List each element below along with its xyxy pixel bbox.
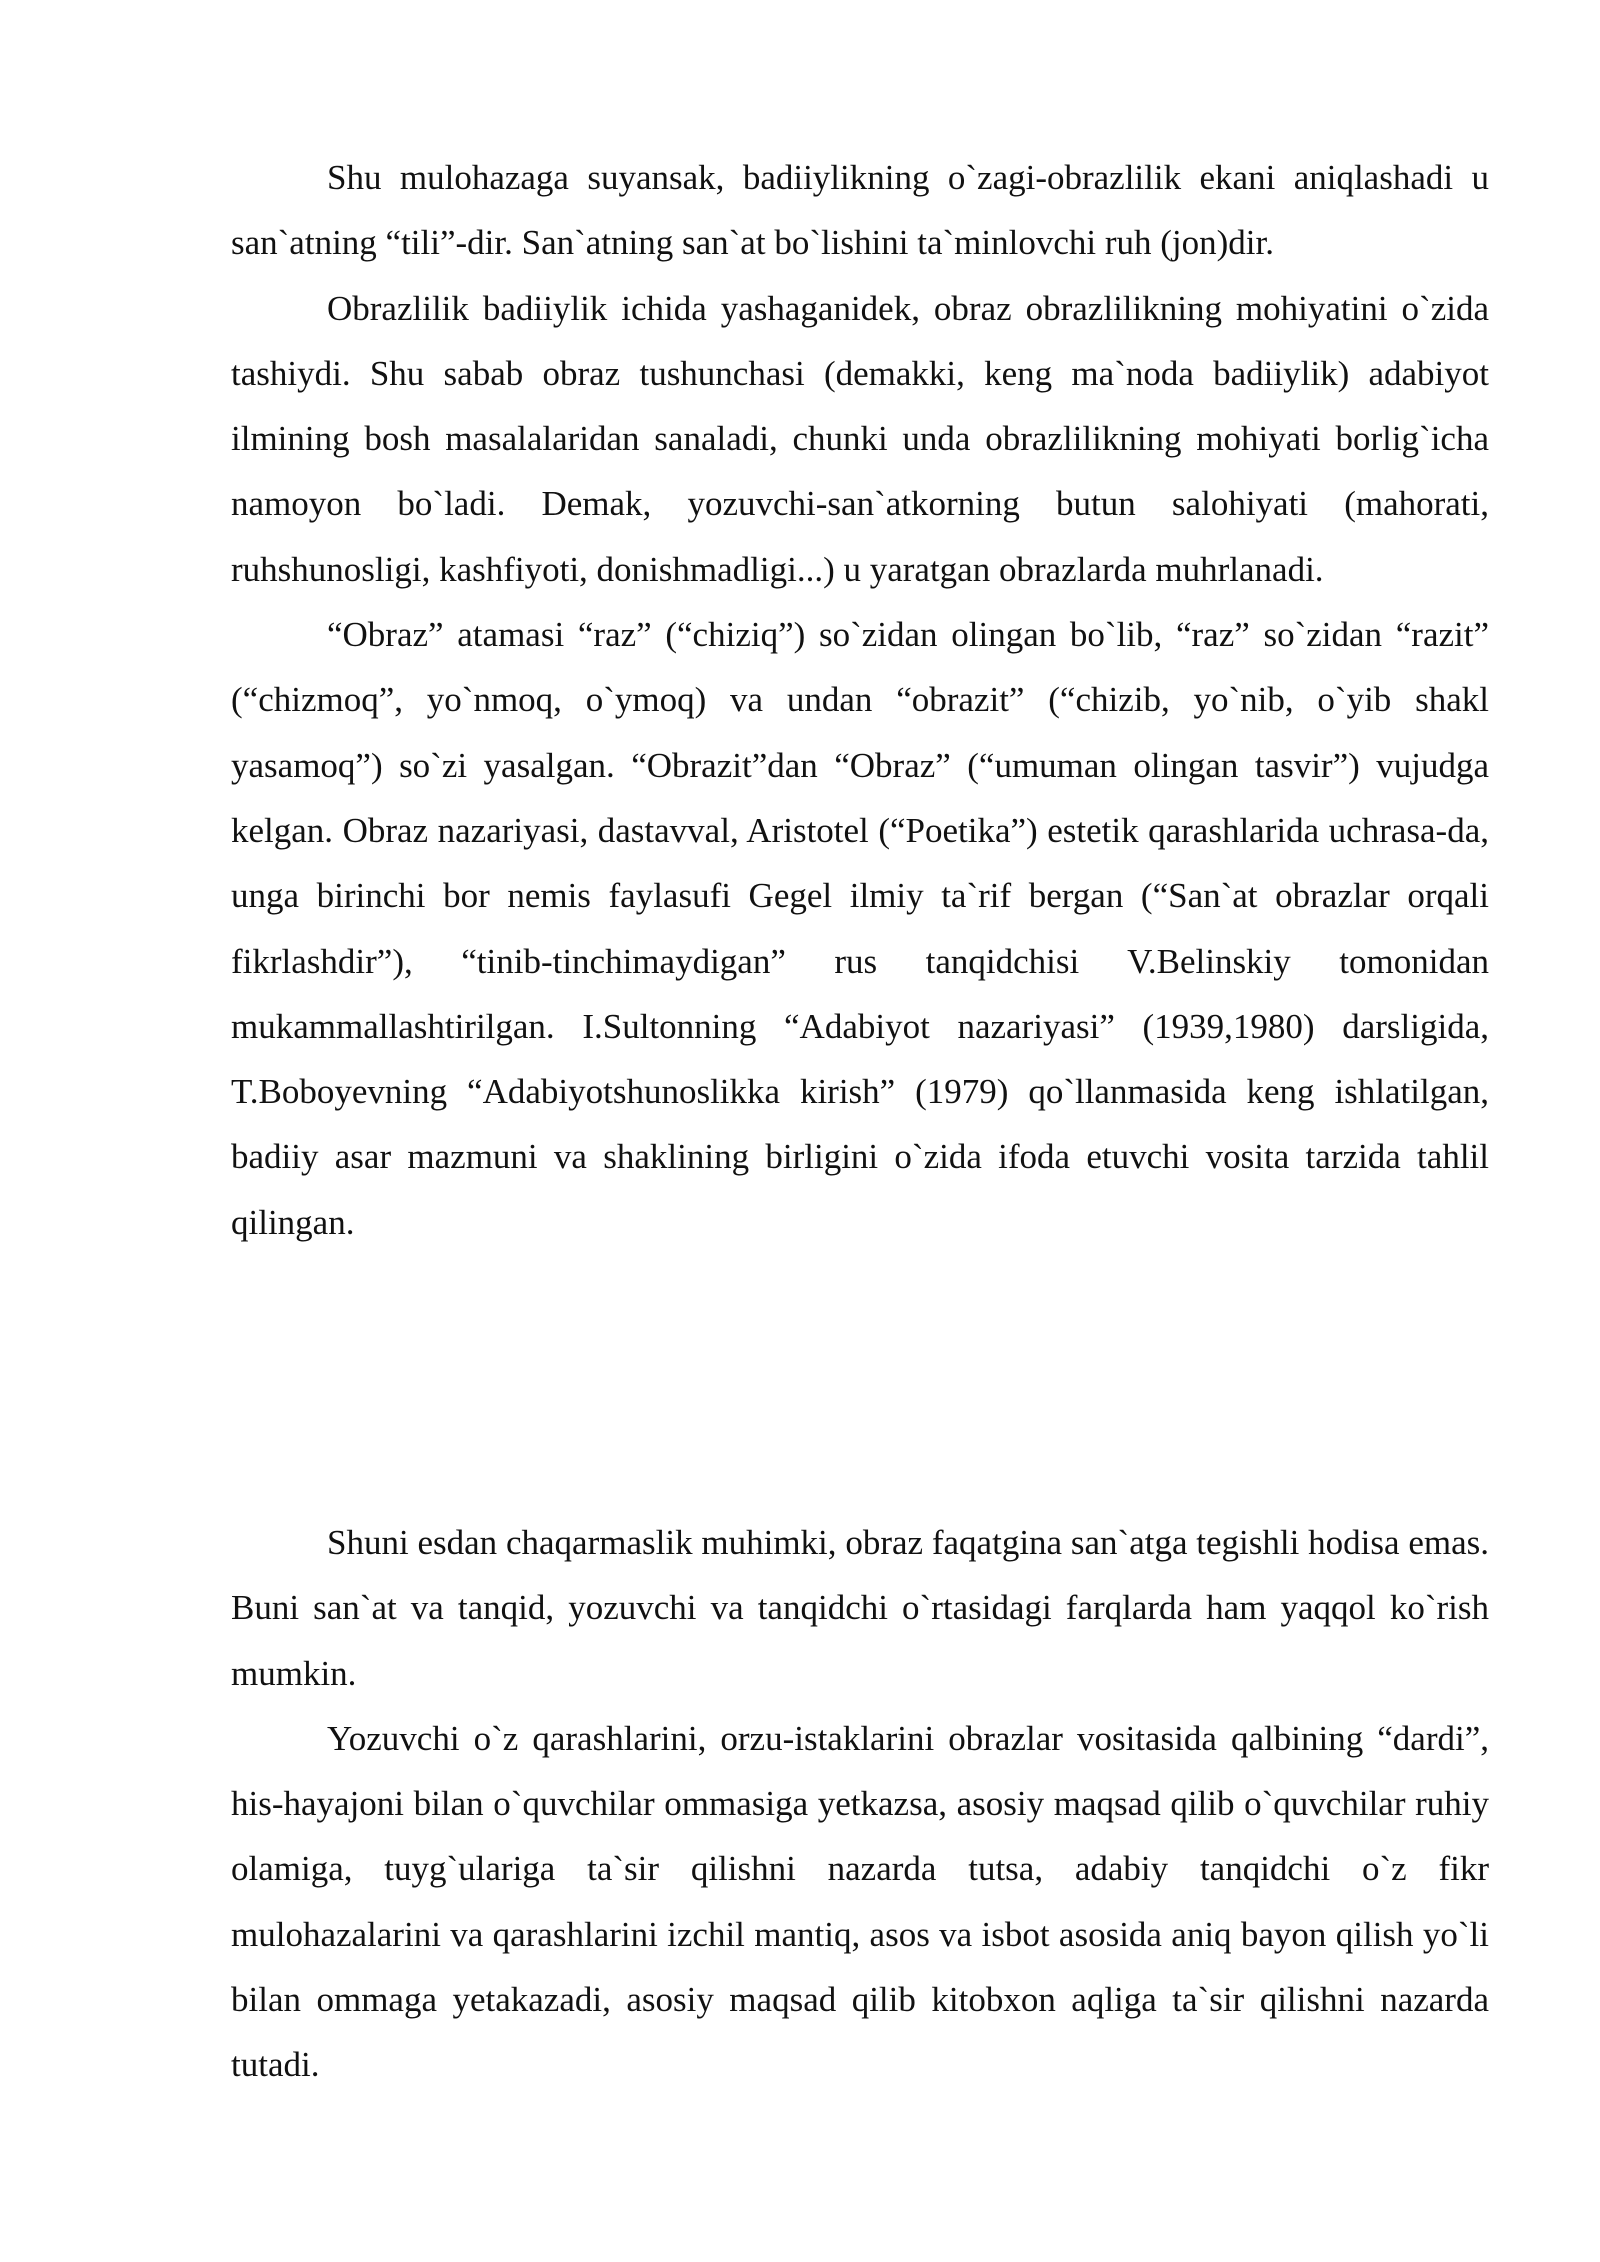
paragraph: Yozuvchi o`z qarashlarini, orzu-istaklarini obrazlar vositasida qalbining “dardi”, his-hayajoni bilan o`quvchilar ommasiga yetkazsa, asosiy maqsad qilib o`quvchilar ruhiy olamiga, tuyg`ulariga ta`sir qilishni nazarda tutsa, adabiy tanqidchi o`z fikr mulohazalarini va qarashlarini izchil mantiq, asos va isbot asosida aniq bayon qilish yo`li bilan ommaga yetakazadi, asosiy maqsad qilib kitobxon aqliga ta`sir qilishni nazarda tutadi.: [231, 1718, 1489, 2085]
paragraph: Shuni esdan chaqarmaslik muhimki, obraz faqatgina san`atga tegishli hodisa emas. Buni san`at va tanqid, yozuvchi va tanqidchi o`rtasidagi farqlarda ham yaqqol ko`rish mumkin.: [231, 1523, 1489, 1693]
paragraph: Obrazlilik badiiylik ichida yashaganidek, obraz obrazlilikning mohiyatini o`zida tashiydi. Shu sabab obraz tushunchasi (demakki, keng ma`noda badiiylik) adabiyot ilmining bosh masalalaridan sanaladi, chunki unda obrazlilikning mohiyati borlig`icha namoyon bo`ladi. Demak, yozuvchi-san`atkorning butun salohiyati (mahorati, ruhshunosligi, kashfiyoti, donishmadligi...) u yaratgan obrazlarda muhrlanadi.: [231, 288, 1489, 589]
text-section-1: [231, 145, 1489, 1255]
paragraph: Shu mulohazaga suyansak, badiiylikning o`zagi-obrazlilik ekani aniqlashadi u san`atning “tili”-dir. San`atning san`at bo`lishini ta`minlovchi ruh (jon)dir.: [231, 158, 1489, 263]
text-section-2: [231, 1510, 1489, 2098]
paragraph: “Obraz” atamasi “raz” (“chiziq”) so`zidan olingan bo`lib, “raz” so`zidan “razit” (“chizmoq”, yo`nmoq, o`ymoq) va undan “obrazit” (“chizib, yo`nib, o`yib shakl yasamoq”) so`zi yasalgan. “Obrazit”dan “Obraz” (“umuman olingan tasvir”) vujudga kelgan. Obraz nazariyasi, dastavval, Aristotel (“Poetika”) estetik qarashlarida uchrasa-da, unga birinchi bor nemis faylasufi Gegel ilmiy ta`rif bergan (“San`at obrazlar orqali fikrlashdir”), “tinib-tinchimaydigan” rus tanqidchisi V.Belinskiy tomonidan mukammallashtirilgan. I.Sultonning “Adabiyot nazariyasi” (1939,1980) darsligida, T.Boboyevning “Adabiyotshunoslikka kirish” (1979) qo`llanmasida keng ishlatilgan, badiiy asar mazmuni va shaklining birligini o`zida ifoda etuvchi vosita tarzida tahlil qilingan.: [231, 615, 1489, 1242]
